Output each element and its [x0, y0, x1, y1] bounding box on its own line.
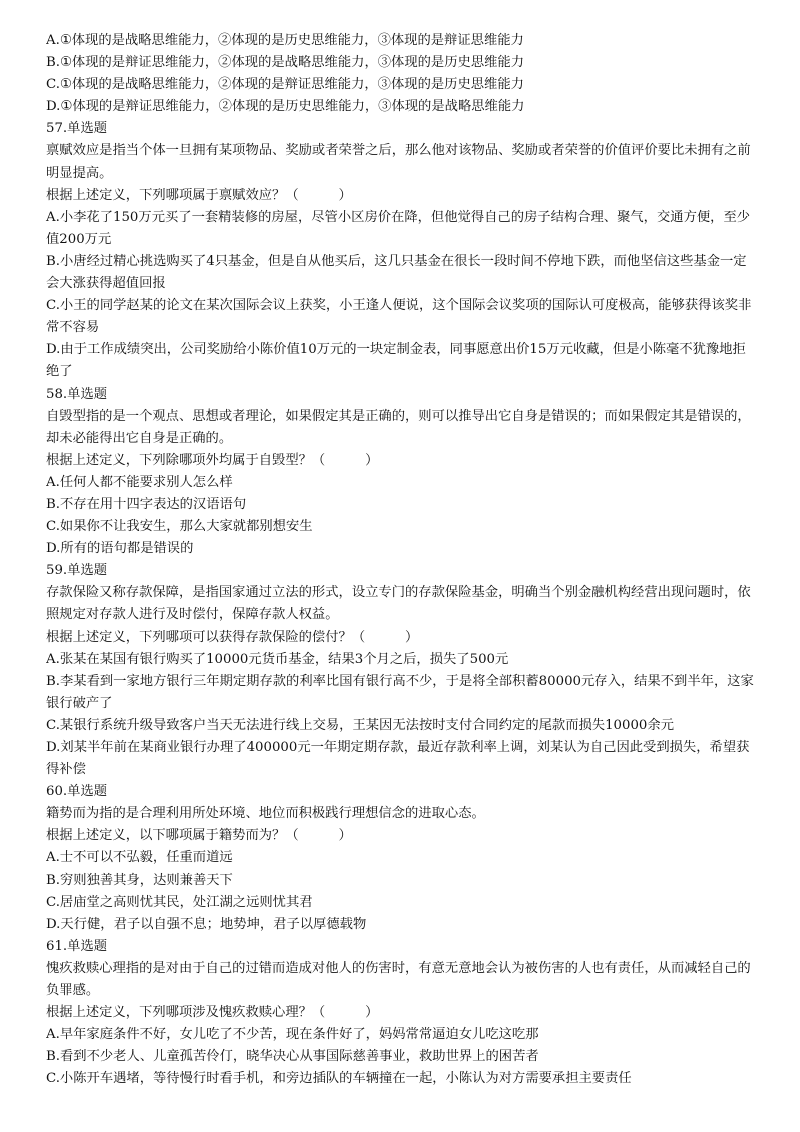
option-59-b: B.李某看到一家地方银行三年期定期存款的利率比国有银行高不少，于是将全部积蓄80000元存入，结果不到半年，这家银行破产了 [46, 673, 754, 711]
question-60-header: 60.单选题 [46, 784, 108, 800]
option-59-c: C.某银行系统升级导致客户当天无法进行线上交易，王某因无法按时支付合同约定的尾款而损失10000余元 [46, 717, 674, 733]
question-58-stem: 根据上述定义，下列除哪项外均属于自毁型？（ ） [46, 452, 379, 468]
option-57-d: D.由于工作成绩突出，公司奖励给小陈价值10万元的一块定制金表，同事愿意出价15万元收藏，但是小陈毫不犹豫地拒绝了 [46, 342, 746, 380]
option-56-b: B.①体现的是辩证思维能力，②体现的是战略思维能力，③体现的是历史思维能力 [46, 55, 525, 71]
question-59-header: 59.单选题 [46, 563, 108, 579]
question-61-stem: 根据上述定义，下列哪项涉及愧疚救赎心理？（ ） [46, 1005, 379, 1021]
option-56-a: A.①体现的是战略思维能力，②体现的是历史思维能力，③体现的是辩证思维能力 [46, 33, 524, 48]
option-57-a: A.小李花了150万元买了一套精装修的房屋，尽管小区房价在降，但他觉得自己的房子结构合理、聚气，交通方便，至少值200万元 [46, 209, 751, 247]
question-57-stem: 根据上述定义，下列哪项属于禀赋效应？（ ） [46, 187, 352, 203]
option-60-c: C.居庙堂之高则忧其民，处江湖之远则忧其君 [46, 894, 313, 910]
question-56 [46, 30, 756, 118]
option-57-b: B.小唐经过精心挑选购买了4只基金，但是自从他买后，这几只基金在很长一段时间不停地下跌，而他坚信这些基金一定会大涨获得超值回报 [46, 253, 747, 292]
question-57 [46, 118, 756, 383]
option-61-c: C.小陈开车遇堵，等待慢行时看手机，和旁边插队的车辆撞在一起，小陈认为对方需要承担主要责任 [46, 1071, 632, 1087]
option-61-a: A.早年家庭条件不好，女儿吃了不少苦，现在条件好了，妈妈常常逼迫女儿吃这吃那 [46, 1027, 539, 1043]
question-59 [46, 560, 756, 781]
option-58-a: A.任何人都不能要求别人怎么样 [46, 474, 233, 490]
question-60 [46, 781, 756, 936]
option-56-c: C.①体现的是战略思维能力，②体现的是辩证思维能力，③体现的是历史思维能力 [46, 77, 524, 93]
question-58-header: 58.单选题 [46, 386, 108, 402]
option-58-b: B.不存在用十四字表达的汉语语句 [46, 496, 247, 512]
question-58 [46, 384, 756, 561]
question-61 [46, 936, 756, 1091]
question-58-definition: 自毁型指的是一个观点、思想或者理论，如果假定其是正确的，则可以推导出它自身是错误的；而如果假定其是错误的，却未必能得出它自身是正确的。 [46, 408, 751, 446]
option-60-a: A.士不可以不弘毅，任重而道远 [46, 850, 233, 866]
option-60-b: B.穷则独善其身，达则兼善天下 [46, 872, 233, 888]
option-58-c: C.如果你不让我安生，那么大家就都别想安生 [46, 519, 313, 535]
option-56-d: D.①体现的是辩证思维能力，②体现的是历史思维能力，③体现的是战略思维能力 [46, 99, 525, 115]
question-61-header: 61.单选题 [46, 938, 108, 954]
question-57-header: 57.单选题 [46, 121, 108, 137]
question-60-definition: 籍势而为指的是合理利用所处环境、地位而积极践行理想信念的进取心态。 [46, 806, 485, 822]
option-61-b: B.看到不少老人、儿童孤苦伶仃，晓华决心从事国际慈善事业，救助世界上的困苦者 [46, 1049, 539, 1065]
question-59-stem: 根据上述定义，下列哪项可以获得存款保险的偿付？（ ） [46, 629, 419, 645]
question-60-stem: 根据上述定义，以下哪项属于籍势而为？（ ） [46, 828, 352, 844]
option-58-d: D.所有的语句都是错误的 [46, 541, 194, 557]
question-57-definition: 禀赋效应是指当个体一旦拥有某项物品、奖励或者荣誉之后，那么他对该物品、奖励或者荣誉的价值评价要比未拥有之前明显提高。 [46, 143, 751, 181]
option-59-d: D.刘某半年前在某商业银行办理了400000元一年期定期存款，最近存款利率上调，刘某认为自己因此受到损失，希望获得补偿 [46, 740, 750, 778]
question-61-definition: 愧疚救赎心理指的是对由于自己的过错而造成对他人的伤害时，有意无意地会认为被伤害的人也有责任，从而减轻自己的负罪感。 [46, 960, 751, 999]
option-60-d: D.天行健，君子以自强不息；地势坤，君子以厚德载物 [46, 916, 367, 932]
question-59-definition: 存款保险又称存款保障，是指国家通过立法的形式，设立专门的存款保险基金，明确当个别金融机构经营出现问题时，依照规定对存款人进行及时偿付，保障存款人权益。 [46, 585, 751, 623]
option-59-a: A.张某在某国有银行购买了10000元货币基金，结果3个月之后，损失了500元 [46, 651, 509, 667]
option-57-c: C.小王的同学赵某的论文在某次国际会议上获奖，小王逢人便说，这个国际会议奖项的国际认可度极高，能够获得该奖非常不容易 [46, 298, 752, 336]
